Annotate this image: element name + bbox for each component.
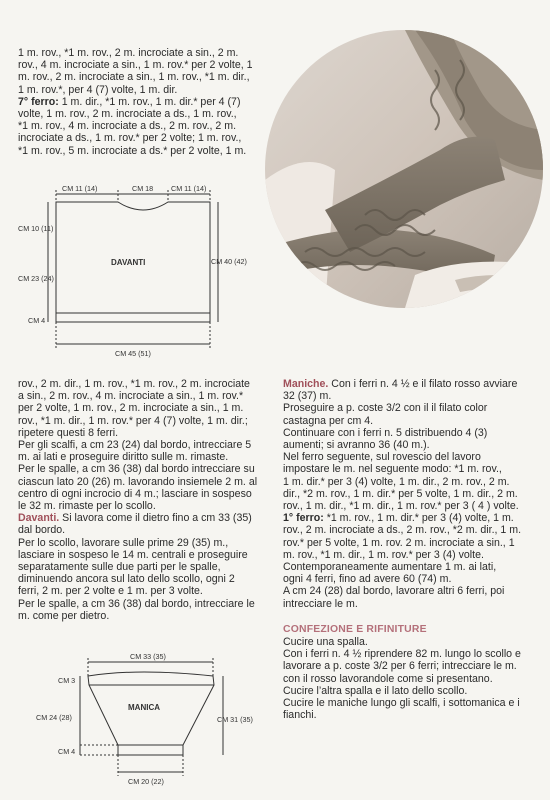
text-line: Per lo scollo, lavorare sulle prime 29 (35) m.,: [18, 536, 229, 549]
davanti-left-low: CM 4: [28, 316, 46, 325]
text-line: rov., 2 m. dir., 1 m. rov., *1 m. rov., 2 m. incrociate: [18, 378, 250, 390]
row7-line: *1 m. rov., 5 m. incrociate a ds.* per 2 volte, 1 m.: [18, 144, 247, 157]
text-line: Per le spalle, a cm 36 (38) dal bordo intrecciare su: [18, 463, 255, 476]
davanti-title: DAVANTI: [111, 258, 146, 267]
text-line: m. ai lati e proseguire diritto sulle m. rimaste.: [18, 451, 229, 464]
manica-left-top: CM 3: [58, 676, 76, 685]
text-line: lavorare a p. coste 3/2 per 6 ferri; intrecciare le m.: [283, 660, 517, 673]
text-line: Per le spalle, a cm 36 (38) dal bordo, intrecciare le: [18, 597, 255, 610]
text-line: fianchi.: [283, 709, 317, 722]
text-line: dir., *2 m. rov., 1 m. dir.* per 5 volte, 1 m. dir., 2 m.: [283, 487, 518, 500]
text-line: impostare le m. nel seguente modo: *1 m. rov.,: [283, 463, 502, 476]
text-line: m. come per dietro.: [18, 609, 110, 622]
text-line: rov.* per 5 volte, 1 m. rov. 2 m. incrociate a sin., 1: [283, 536, 515, 549]
davanti-bottom: CM 45 (51): [115, 349, 151, 358]
text-line: per 2 volte, 1 m. rov., 2 m. incrociate a sin., 1 m.: [18, 402, 244, 415]
text-line: lasciare in sospeso le 14 m. centrali e proseguire: [18, 548, 248, 561]
intro-line: 1 m. rov.*, per 4 (7) volte, 1 m. dir.: [18, 83, 178, 96]
left-column: [18, 378, 273, 622]
text-line: A cm 24 (28) dal bordo, lavorare altri 6 ferri, poi: [283, 585, 505, 598]
text-line: aumenti; si avranno 36 (40 m.).: [283, 439, 430, 452]
text-line: ripetere questi 8 ferri.: [18, 426, 119, 439]
intro-text: [18, 47, 268, 157]
text-line: separatamente sulle due parti per le spalle,: [18, 561, 221, 574]
row7-label: 7° ferro:: [18, 95, 59, 108]
text-line: ferri, 2 m. per 2 volte e 1 m. per 3 volte.: [18, 585, 203, 598]
davanti-left-mid: CM 23 (24): [18, 274, 54, 283]
intro-line: rov., 4 m. incrociate a sin., 1 m. rov.* per 2 volte, 1: [18, 59, 253, 72]
row7-line: volte, 1 m. rov., 2 m. incrociate a ds., 1 m. rov.,: [18, 108, 237, 121]
manica-title: MANICA: [128, 703, 160, 712]
manica-left-mid: CM 24 (28): [36, 713, 72, 722]
row1-line: 1° ferro: *1 m. rov., 1 m. dir.* per 3 (4) volte, 1 m.: [283, 512, 514, 525]
text-line: rov., 2 m. incrociate a ds., 2 m. rov., *2 m. dir., 1 m.: [283, 524, 522, 537]
davanti-para: Davanti. Si lavora come il dietro fino a cm 33 (35): [18, 512, 252, 525]
text-line: dal bordo.: [18, 524, 66, 537]
text-line: Contemporaneamente aumentare 1 m. ai lati,: [283, 561, 497, 574]
manica-bottom: CM 20 (22): [128, 777, 164, 786]
manica-left-low: CM 4: [58, 747, 76, 756]
text-line: centro di ogni incrocio di 4 m.; lasciare in sospeso: [18, 487, 252, 500]
text-line: Nel ferro seguente, sul rovescio del lavoro: [283, 451, 481, 464]
text-line: Cucire l’altra spalla e il lato dello scollo.: [283, 684, 468, 697]
right-column: [283, 378, 543, 721]
row7-line: incrociate a ds., 1 m. rov.* per 2 volte; 1 m. rov.,: [18, 132, 242, 145]
text-line: m. rov., *1 m. dir., 1 m. rov.* per 3 (4) volte.: [283, 548, 484, 561]
manica-right: CM 31 (35): [217, 715, 253, 724]
intro-line: m. rov., 2 m. incrociate a sin., 1 m. rov., *1 m. dir.,: [18, 71, 250, 84]
knitwear-photo: [265, 30, 543, 308]
knitwear-photo-art: [265, 30, 543, 308]
davanti-right: CM 40 (42): [211, 257, 247, 266]
row7-line: 7° ferro: 1 m. dir., *1 m. rov., 1 m. dir.* per 4 (7): [18, 95, 241, 108]
davanti-top-right: CM 11 (14): [171, 184, 207, 193]
row1-label: 1° ferro:: [283, 512, 324, 525]
maniche-label: Maniche.: [283, 378, 329, 390]
davanti-label: Davanti.: [18, 512, 60, 525]
text-line: con il rosso lavorandole come si presentano.: [283, 672, 493, 685]
text-line: rov., 1 m. dir., *1 m. dir., 1 m. rov.* per 3 ( 4 ) volte.: [283, 500, 519, 513]
text-line: le 32 m. rimaste per lo scollo.: [18, 500, 156, 513]
section-title: CONFEZIONE E RIFINITURE: [283, 623, 427, 635]
text-line: a sin., 2 m. rov., 4 m. incrociate a sin., 1 m. rov.*: [18, 390, 244, 403]
row7-line: *1 m. rov., 4 m. incrociate a ds., 2 m. rov., 2 m.: [18, 120, 237, 133]
davanti-top-left: CM 11 (14): [62, 184, 98, 193]
text-line: Cucire le maniche lungo gli scalfi, i sottomanica e i: [283, 697, 520, 710]
text-line: castagna per cm 4.: [283, 414, 374, 427]
manica-diagram: [18, 650, 258, 790]
text-line: Con i ferri n. 4 ½ riprendere 82 m. lungo lo scollo e: [283, 648, 521, 661]
text-line: ogni 4 ferri, fino ad avere 60 (74) m.: [283, 573, 452, 586]
maniche-para: Maniche. Con i ferri n. 4 ½ e il filato rosso avviare: [283, 378, 518, 390]
text-line: Continuare con i ferri n. 5 distribuendo 4 (3): [283, 426, 488, 439]
text-line: Per gli scalfi, a cm 23 (24) dal bordo, intrecciare 5: [18, 439, 252, 452]
text-line: Proseguire a p. coste 3/2 con il il filato color: [283, 402, 488, 415]
intro-line: 1 m. rov., *1 m. rov., 2 m. incrociate a sin., 2 m.: [18, 47, 239, 59]
davanti-top-mid: CM 18: [132, 184, 154, 193]
text-line: 1 m. dir.* per 3 (4) volte, 1 m. dir., 2 m. rov., 2 m.: [283, 475, 510, 488]
text-line: 32 (37) m.: [283, 390, 332, 403]
manica-top: CM 33 (35): [130, 652, 166, 661]
text-line: Cucire una spalla.: [283, 636, 368, 649]
davanti-left-upper: CM 10 (11): [18, 224, 54, 233]
text-line: diminuendo ancora sul lato dello scollo, ogni 2: [18, 573, 235, 586]
text-line: ciascun lato 20 (26) m. lavorando insiemele 2 m. al: [18, 475, 258, 488]
text-line: rov., *1 m. dir., 1 m. rov.* per 4 (7) volte, 1 m. dir.;: [18, 414, 248, 427]
davanti-diagram: [18, 180, 258, 360]
text-line: intrecciare le m.: [283, 597, 358, 610]
